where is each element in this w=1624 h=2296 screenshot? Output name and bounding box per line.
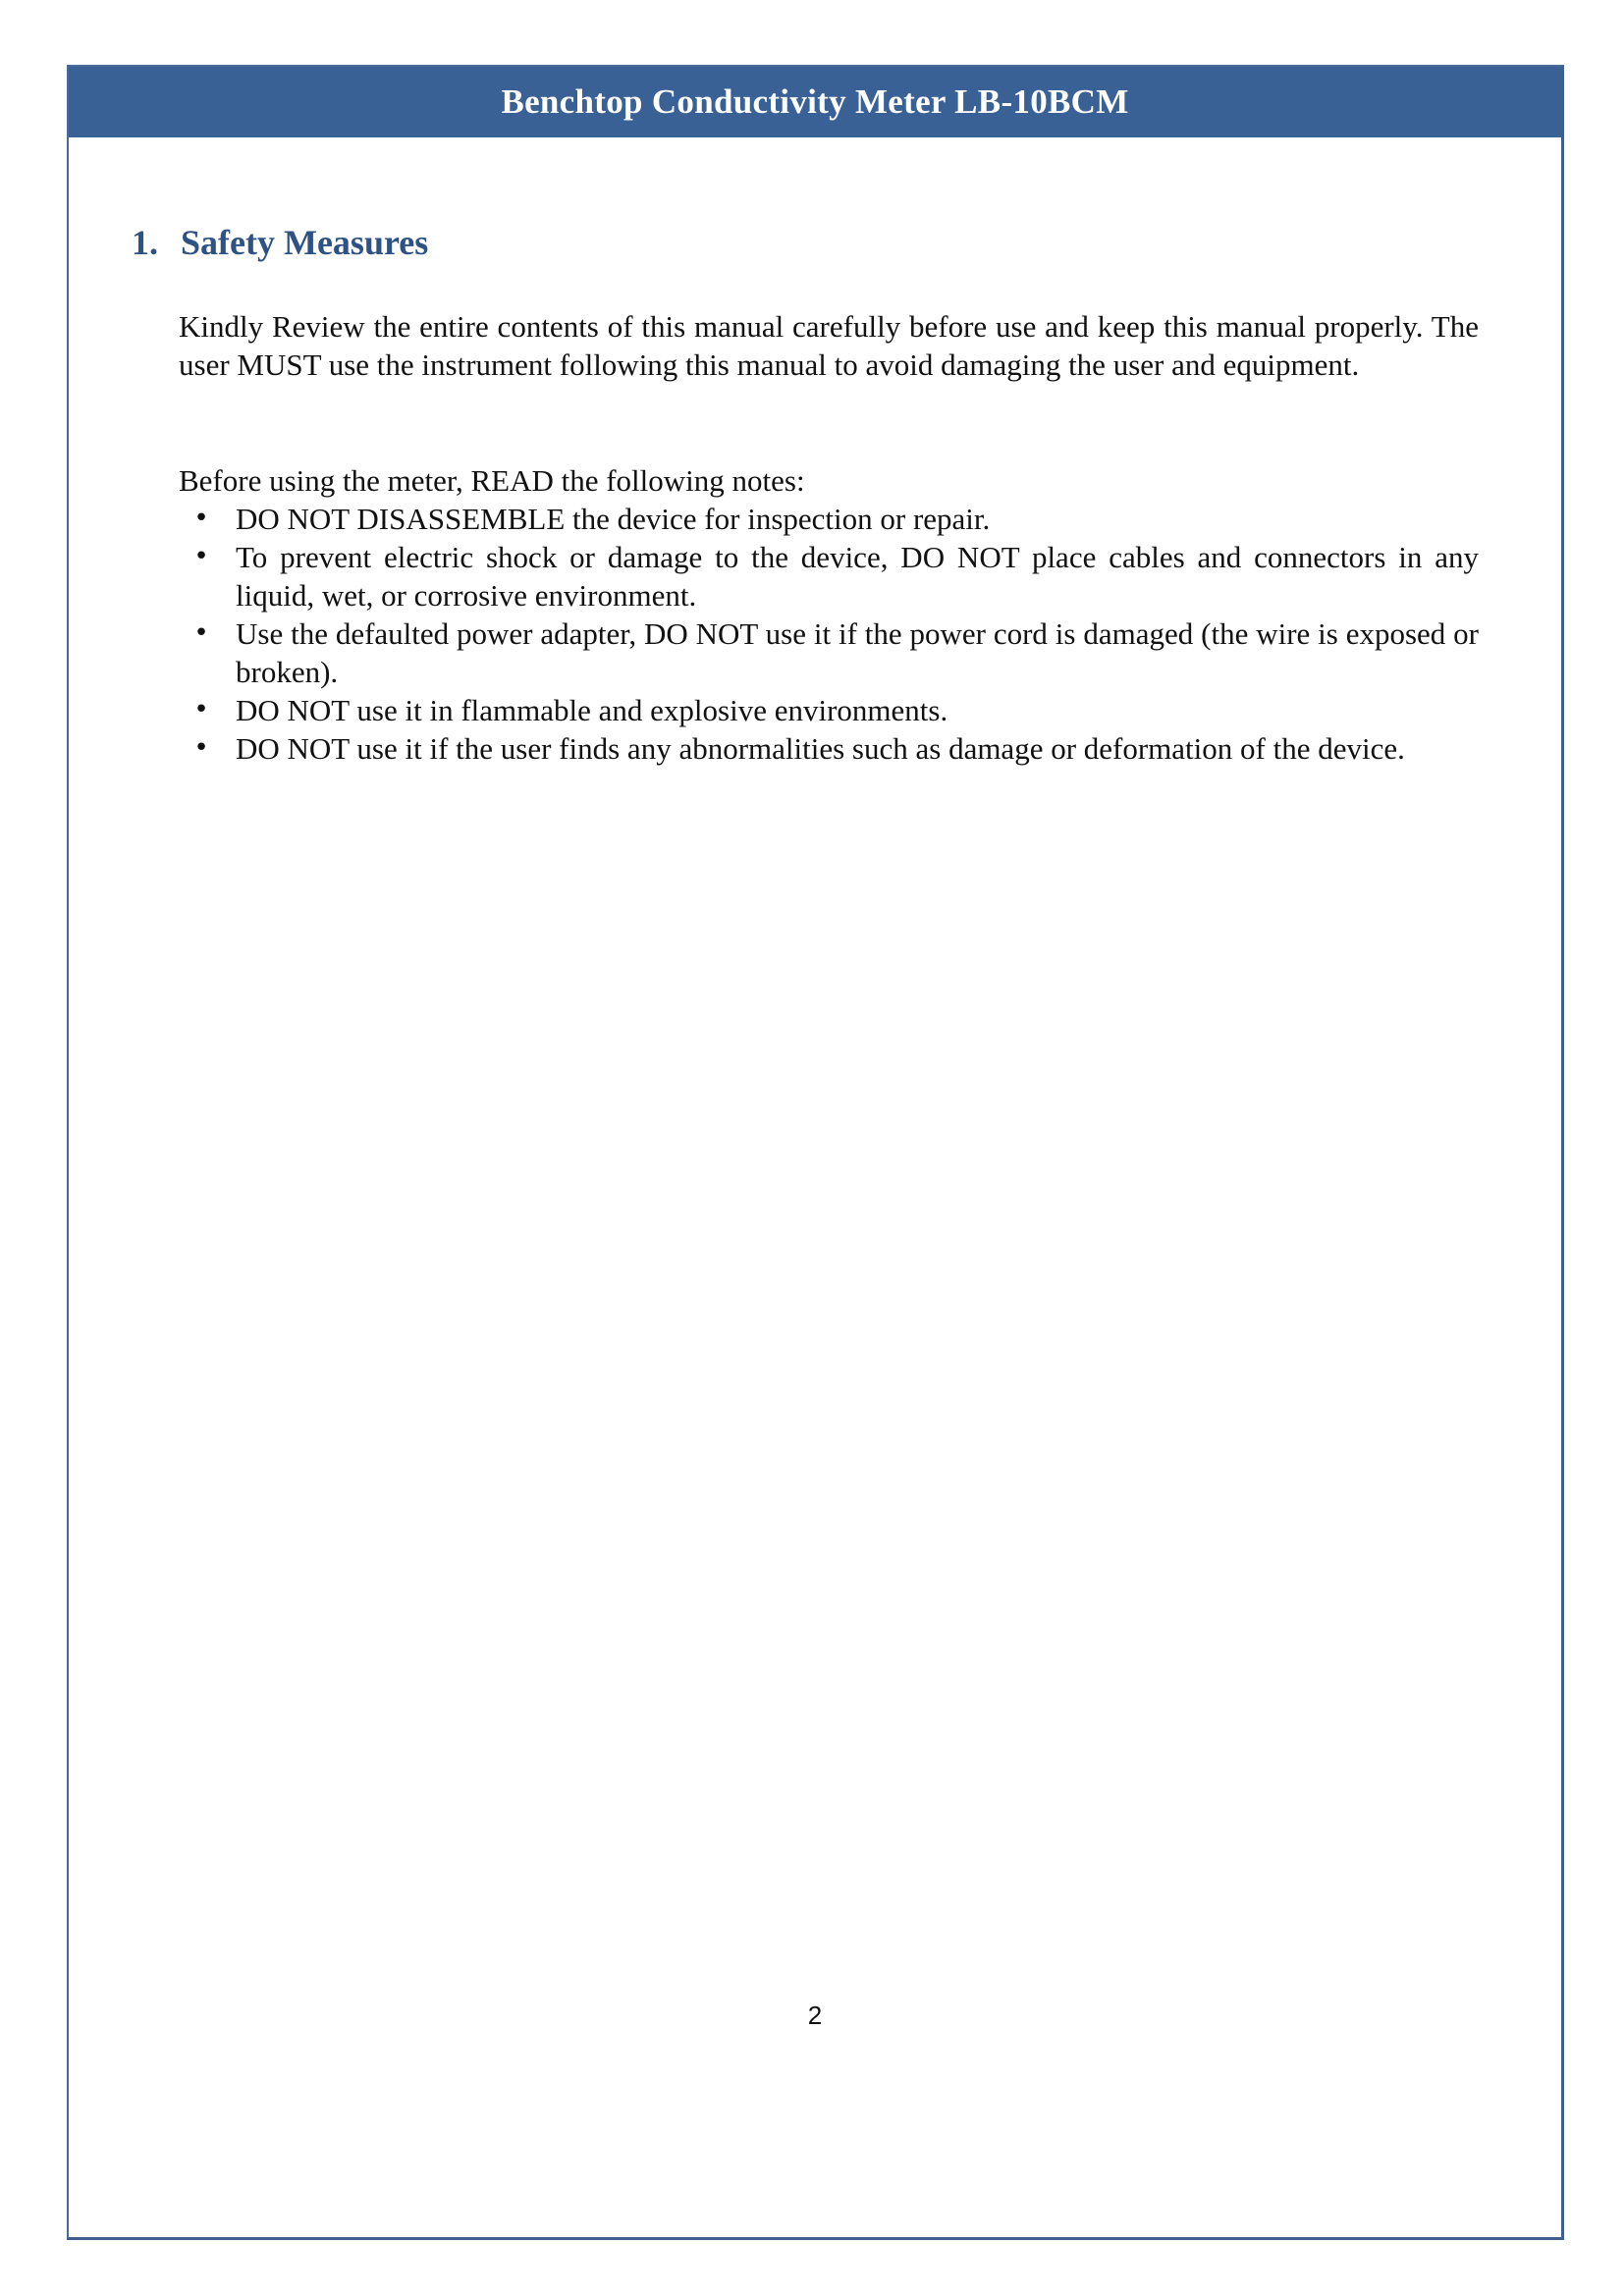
safety-notes-list [179,500,1479,768]
bullet-icon: • [193,504,209,533]
header-band [69,67,1561,137]
section-title: Safety Measures [181,223,429,262]
page-number: 2 [807,2001,823,2030]
note-text: DO NOT DISASSEMBLE the device for inspection or repair. [236,502,991,536]
note-text: Use the defaulted power adapter, DO NOT use it if the power cord is damaged (the wire is exposed or broken). [236,616,1479,689]
list-item [179,729,1479,768]
section-heading [132,222,428,263]
list-item [179,500,1479,538]
bullet-icon: • [193,618,209,648]
list-item [179,538,1479,614]
bullet-icon: • [193,733,209,763]
note-text: DO NOT use it in flammable and explosive environments. [236,693,948,727]
bullet-icon: • [193,542,209,571]
notes-lead-text: Before using the meter, READ the following notes: [179,463,805,498]
page-frame [67,65,1564,2240]
document-title: Benchtop Conductivity Meter LB-10BCM [501,82,1129,121]
section-number: 1. [132,223,158,262]
intro-paragraph: Kindly Review the entire contents of this manual carefully before use and keep this manual properly. The user MUST use the instrument following this manual to avoid damaging the user and equipment. [179,309,1479,382]
note-text: To prevent electric shock or damage to the device, DO NOT place cables and connectors in any liquid, wet, or corrosive environment. [236,540,1479,613]
note-text: DO NOT use it if the user finds any abnormalities such as damage or deformation of the device. [236,731,1405,766]
list-item [179,614,1479,691]
bullet-icon: • [193,695,209,724]
list-item [179,691,1479,729]
